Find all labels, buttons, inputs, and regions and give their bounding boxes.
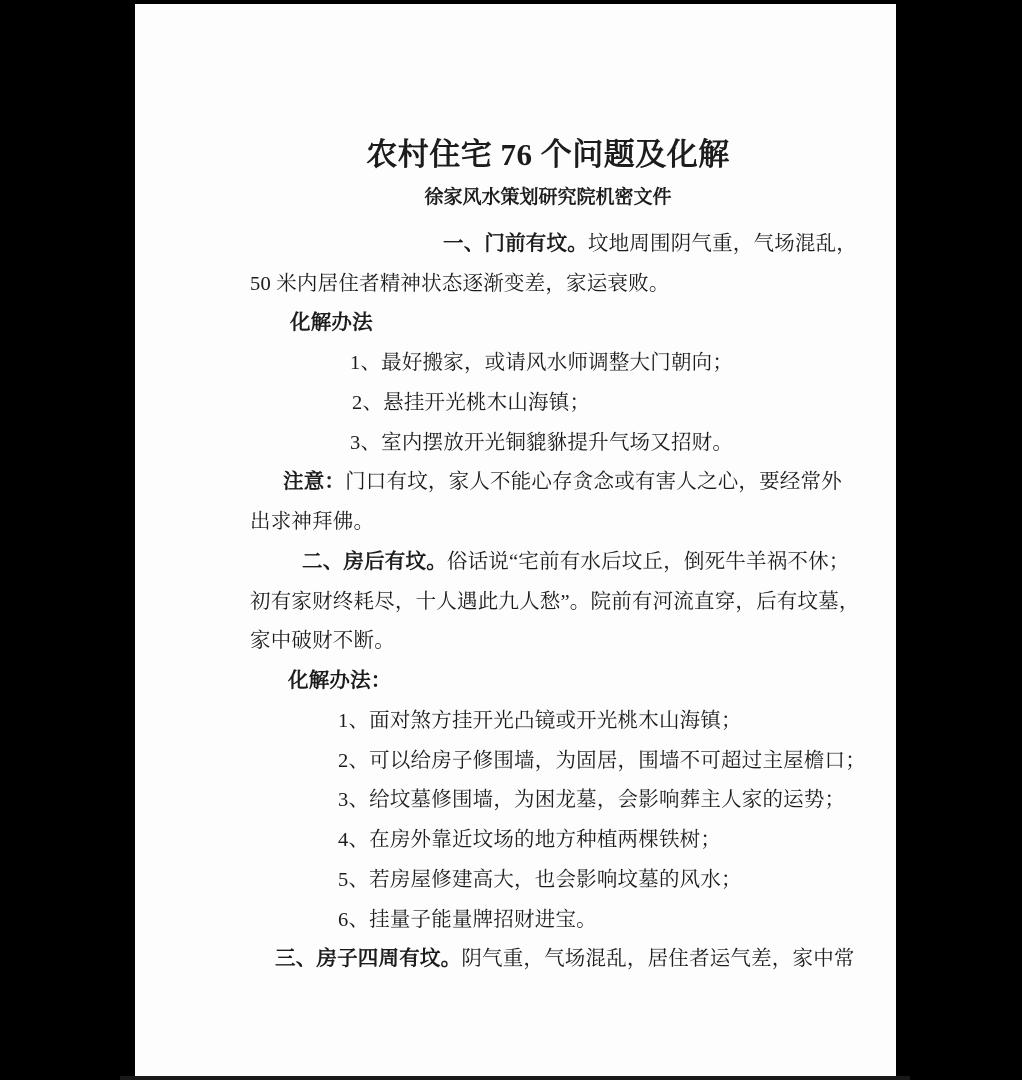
document-line <box>350 340 896 380</box>
line-bold-text: 注意： <box>283 471 346 494</box>
line-text: 1、最好搬家，或请风水师调整大门朝向； <box>350 352 734 375</box>
page-title-wrap <box>250 134 846 176</box>
document-line <box>275 937 896 977</box>
page-bottom-edge <box>120 1076 910 1080</box>
line-text: 出求神拜佛。 <box>250 511 375 534</box>
line-text: 坟地周围阴气重，气场混乱， <box>587 232 858 255</box>
line-bold-text: 化解办法 <box>290 312 373 335</box>
document-line <box>338 857 896 897</box>
document-line <box>250 579 896 619</box>
line-text: 50 米内居住者精神状态逐渐变差，家运衰败。 <box>250 272 670 295</box>
document-line <box>338 738 896 778</box>
line-text: 门口有坟，家人不能心存贪念或有害人之心，要经常外 <box>345 471 842 494</box>
document-line <box>250 619 896 659</box>
document-body <box>135 221 896 976</box>
line-text: 阴气重，气场混乱，居住者运气差，家中常 <box>461 948 855 971</box>
document-line <box>250 499 896 539</box>
document-line <box>288 658 896 698</box>
line-bold-text: 化解办法： <box>288 670 392 693</box>
document-line <box>443 221 896 261</box>
line-bold-text: 二、房后有坟。 <box>302 550 447 573</box>
line-text: 2、可以给房子修围墙，为固居，围墙不可超过主屋檐口； <box>338 749 866 772</box>
line-text: 6、挂量子能量牌招财进宝。 <box>338 908 597 931</box>
document-line <box>352 380 896 420</box>
document-line <box>338 698 896 738</box>
page-title: 农村住宅 76 个问题及化解 <box>366 137 730 172</box>
document-line <box>302 539 896 579</box>
document-page <box>135 4 896 1076</box>
page-subtitle-wrap <box>250 184 846 212</box>
line-text: 3、室内摆放开光铜貔貅提升气场又招财。 <box>350 431 734 454</box>
document-line <box>290 301 896 341</box>
line-text: 俗话说“宅前有水后坟丘，倒死牛羊祸不休； <box>446 550 850 573</box>
line-text: 5、若房屋修建高大，也会影响坟墓的风水； <box>338 868 742 891</box>
page-subtitle: 徐家风水策划研究院机密文件 <box>424 187 672 208</box>
document-line <box>283 460 896 500</box>
line-bold-text: 一、门前有坟。 <box>443 232 588 255</box>
line-text: 3、给坟墓修围墙，为困龙墓，会影响葬主人家的运势； <box>338 789 846 812</box>
document-line <box>338 778 896 818</box>
line-text: 初有家财终耗尽，十人遇此九人愁”。院前有河流直穿，后有坟墓， <box>250 590 860 613</box>
line-text: 4、在房外靠近坟场的地方种植两棵铁树； <box>338 829 722 852</box>
line-text: 家中破财不断。 <box>250 630 395 653</box>
line-text: 1、面对煞方挂开光凸镜或开光桃木山海镇； <box>338 709 742 732</box>
document-line <box>338 817 896 857</box>
document-line <box>350 420 896 460</box>
document-line <box>250 261 896 301</box>
document-line <box>338 897 896 937</box>
line-text: 2、悬挂开光桃木山海镇； <box>352 391 591 414</box>
line-bold-text: 三、房子四周有坟。 <box>275 948 462 971</box>
